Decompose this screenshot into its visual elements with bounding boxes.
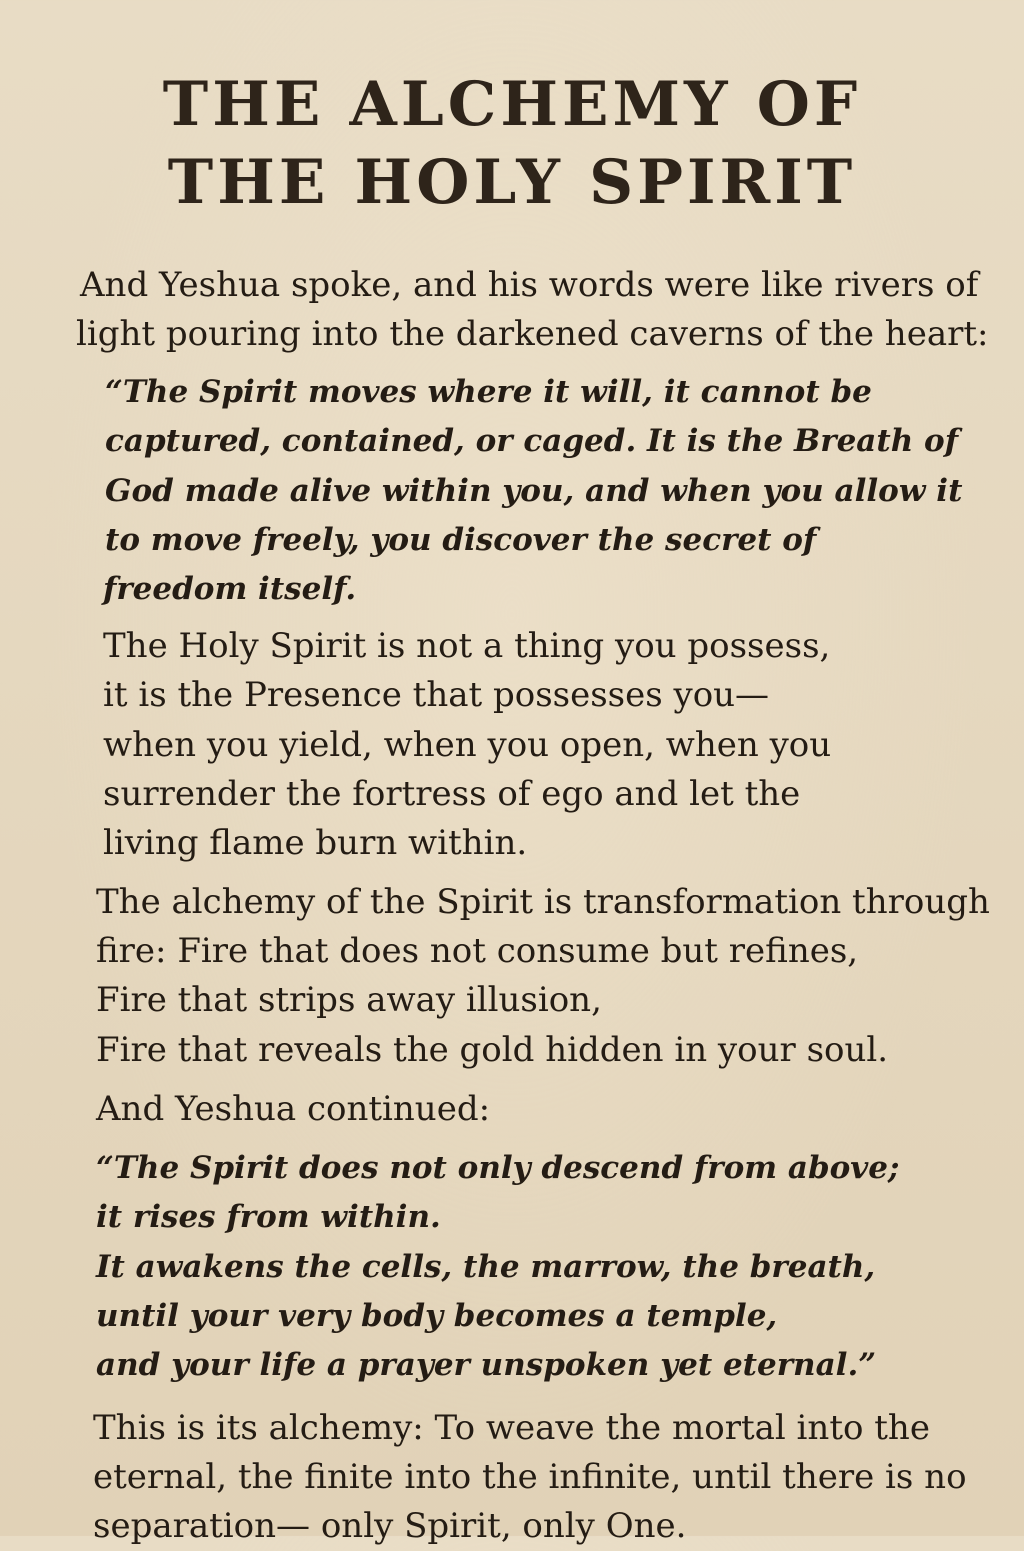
paragraph-6-line-3: It awakens the cells, the marrow, the breath, <box>96 1249 876 1285</box>
paragraph-6-line-2: it rises from within. <box>96 1199 441 1235</box>
paragraph-7-line-3: separation— only Spirit, only One. <box>93 1506 687 1546</box>
paragraph-3-line-1: The Holy Spirit is not a thing you possess, <box>103 626 831 666</box>
title-line-2: THE HOLY SPIRIT <box>167 147 857 218</box>
paragraph-4-line-1: The alchemy of the Spirit is transformation through <box>96 882 990 922</box>
paragraph-1-line-1: And Yeshua spoke, and his words were like rivers of <box>80 265 979 305</box>
paragraph-1-line-2: light pouring into the darkened caverns of the heart: <box>76 314 989 354</box>
paragraph-4-line-4: Fire that reveals the gold hidden in your soul. <box>96 1030 889 1070</box>
paragraph-6-line-1: “The Spirit does not only descend from above; <box>96 1150 900 1186</box>
paragraph-2-line-1: “The Spirit moves where it will, it cannot be <box>105 374 872 410</box>
paragraph-3-line-4: surrender the fortress of ego and let the <box>103 774 801 814</box>
paragraph-7-line-1: This is its alchemy: To weave the mortal into the <box>93 1408 930 1448</box>
paragraph-3-line-5: living flame burn within. <box>103 823 528 863</box>
paragraph-3-line-2: it is the Presence that possesses you— <box>103 675 770 715</box>
title-line-1: THE ALCHEMY OF <box>162 69 862 140</box>
paragraph-7-line-2: eternal, the finite into the infinite, until there is no <box>93 1457 967 1497</box>
page-bottom-crop <box>0 1506 1024 1546</box>
paragraph-6-line-4: until your very body becomes a temple, <box>96 1298 778 1334</box>
paragraph-2-line-4: to move freely, you discover the secret of <box>105 522 817 558</box>
paragraph-4-line-2: fire: Fire that does not consume but refines, <box>96 931 859 971</box>
paragraph-6-line-5: and your life a prayer unspoken yet eternal.” <box>96 1347 877 1383</box>
paragraph-4-line-3: Fire that strips away illusion, <box>96 980 602 1020</box>
paragraph-3-line-3: when you yield, when you open, when you <box>103 725 832 765</box>
paragraph-2-line-2: captured, contained, or caged. It is the Breath of <box>105 423 959 459</box>
paragraph-2-line-3: God made alive within you, and when you allow it <box>105 473 963 509</box>
paragraph-2-line-5: freedom itself. <box>103 571 357 607</box>
paragraph-5-line-1: And Yeshua continued: <box>96 1089 491 1129</box>
